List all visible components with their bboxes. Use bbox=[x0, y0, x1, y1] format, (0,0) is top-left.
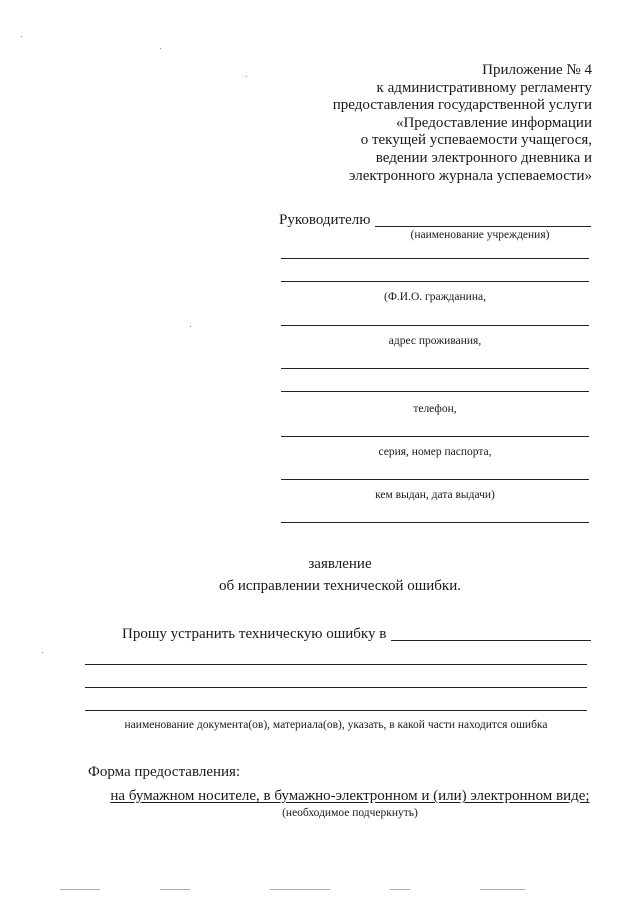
statement-title: заявление bbox=[308, 556, 372, 572]
document-field-line-4[interactable] bbox=[85, 710, 587, 711]
address-field[interactable] bbox=[281, 325, 589, 326]
fio-field-line-1[interactable] bbox=[281, 258, 589, 259]
scan-speck bbox=[190, 326, 191, 327]
scan-edge-noise bbox=[60, 889, 100, 890]
address-hint: адрес проживания, bbox=[388, 335, 482, 347]
form-label: Форма предоставления: bbox=[88, 764, 241, 780]
scan-speck bbox=[246, 76, 247, 77]
form-options[interactable]: на бумажном носителе, в бумажно-электронном и (или) электронном виде; bbox=[110, 788, 590, 804]
form-hint: (необходимое подчеркнуть) bbox=[282, 807, 418, 819]
header-line-5: о текущей успеваемости учащегося, bbox=[360, 132, 592, 149]
header-line-4: «Предоставление информации bbox=[395, 114, 592, 131]
scan-speck bbox=[42, 652, 43, 653]
scan-edge-noise bbox=[480, 889, 525, 890]
document-field-line-3[interactable] bbox=[85, 687, 587, 688]
scan-edge-noise bbox=[160, 889, 190, 890]
scan-speck bbox=[160, 48, 161, 49]
passport-field[interactable] bbox=[281, 436, 589, 437]
statement-subtitle: об исправлении технической ошибки. bbox=[219, 578, 461, 594]
institution-hint: (наименование учреждения) bbox=[410, 229, 550, 241]
request-text: Прошу устранить техническую ошибку в bbox=[122, 626, 387, 642]
appendix-header bbox=[232, 62, 592, 185]
address-field-line-2[interactable] bbox=[281, 368, 589, 369]
phone-hint: телефон, bbox=[413, 403, 457, 415]
fio-hint: (Ф.И.О. гражданина, bbox=[384, 291, 486, 303]
issued-field-line-2[interactable] bbox=[281, 522, 589, 523]
addressee-label: Руководителю bbox=[279, 212, 371, 228]
scan-edge-noise bbox=[390, 889, 410, 890]
header-line-6: ведении электронного дневника и bbox=[375, 149, 592, 166]
header-line-2: к административному регламенту bbox=[376, 79, 592, 96]
document-field-line-2[interactable] bbox=[85, 664, 587, 665]
issued-hint: кем выдан, дата выдачи) bbox=[375, 489, 495, 501]
phone-field[interactable] bbox=[281, 391, 589, 392]
document-hint: наименование документа(ов), материала(ов), указать, в какой части находится ошибка bbox=[124, 719, 548, 731]
header-line-1: Приложение № 4 bbox=[482, 62, 592, 78]
document-field[interactable] bbox=[391, 640, 591, 641]
scan-speck bbox=[21, 36, 22, 37]
header-line-3: предоставления государственной услуги bbox=[332, 97, 592, 114]
issued-field[interactable] bbox=[281, 479, 589, 480]
header-line-7: электронного журнала успеваемости» bbox=[349, 167, 592, 184]
institution-field[interactable] bbox=[375, 226, 591, 227]
fio-field-line-2[interactable] bbox=[281, 281, 589, 282]
passport-hint: серия, номер паспорта, bbox=[378, 446, 492, 458]
scan-edge-noise bbox=[270, 889, 330, 890]
